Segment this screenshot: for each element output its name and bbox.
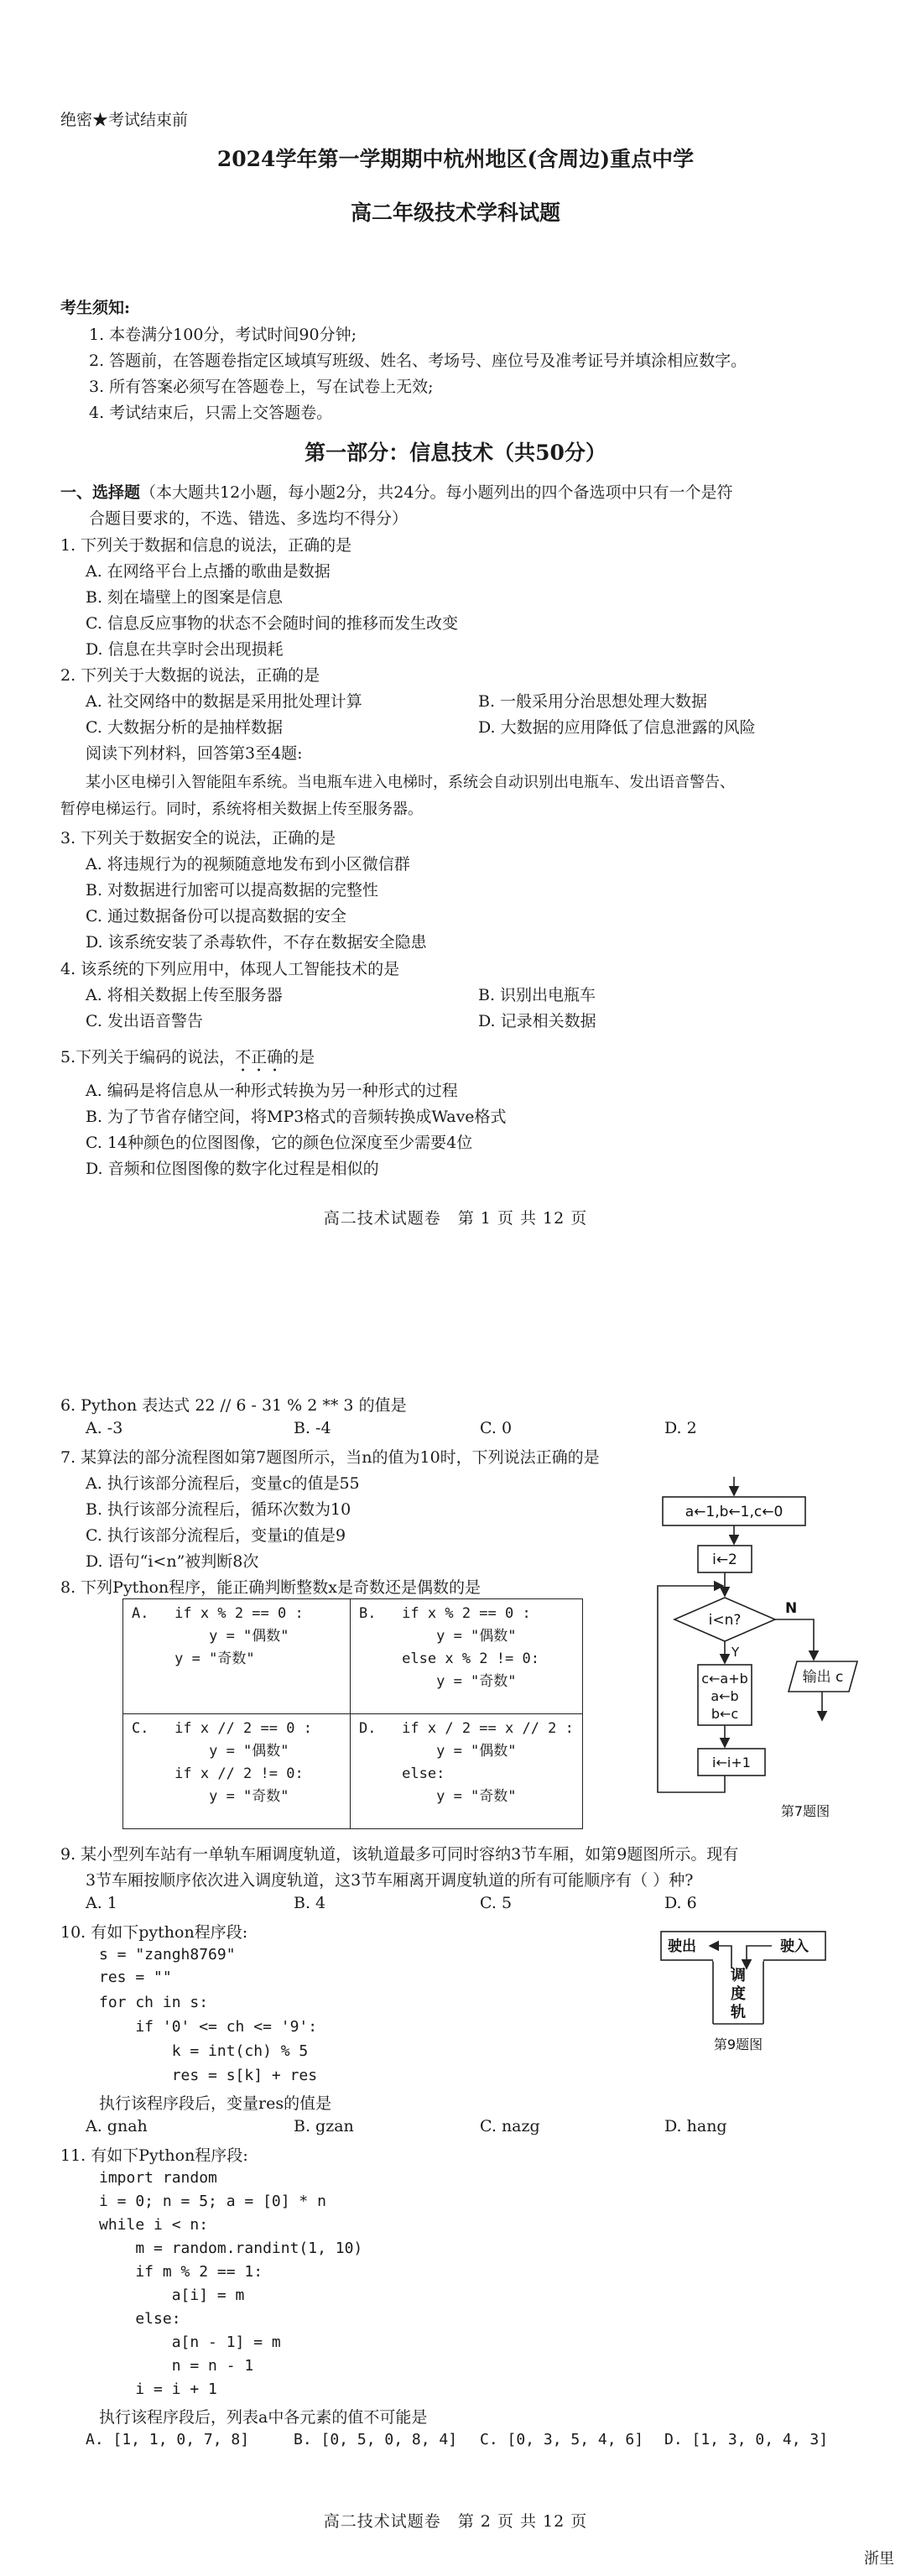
q4-option-b: B. 识别出电瓶车	[478, 986, 596, 1004]
flow-init: a←1,b←1,c←0	[685, 1504, 783, 1520]
figure-q9-track	[654, 1923, 839, 2057]
q4-stem: 4. 该系统的下列应用中，体现人工智能技术的是	[60, 960, 400, 978]
q9-stem-2: 3节车厢按顺序依次进入调度轨道，这3节车厢离开调度轨道的所有可能顺序有（ ）种?	[86, 1871, 694, 1890]
code-line: res = ""	[99, 1969, 172, 1986]
q5-stem-pre: 5.下列关于编码的说法，	[60, 1048, 236, 1066]
code-line: if m % 2 == 1:	[99, 2263, 263, 2281]
q1-option-b: B. 刻在墙壁上的图案是信息	[86, 588, 284, 607]
notice-item: 4. 考试结束后，只需上交答题卷。	[89, 404, 333, 422]
choice-section-header	[60, 480, 732, 503]
code-line: if x // 2 != 0:	[132, 1765, 304, 1782]
q3-option-b: B. 对数据进行加密可以提高数据的完整性	[86, 881, 379, 900]
flow-no-label: N	[785, 1600, 798, 1617]
q6-option-a: A. -3	[86, 1419, 123, 1437]
q8-option-b	[351, 1599, 583, 1714]
notice-item: 3. 所有答案必须写在答题卷上，写在试卷上无效;	[89, 378, 434, 396]
q6-option-d: D. 2	[664, 1419, 697, 1437]
q1-option-c: C. 信息反应事物的状态不会随时间的推移而发生改变	[86, 614, 458, 633]
choice-desc: （本大题共12小题，每小题2分，共24分。每小题列出的四个备选项中只有一个是符	[140, 483, 733, 502]
code-line: y = "偶数"	[359, 1743, 517, 1760]
q7-option-a: A. 执行该部分流程后，变量c的值是55	[86, 1474, 360, 1493]
code-line: D. if x / 2 == x // 2 :	[359, 1720, 574, 1737]
code-line: C. if x // 2 == 0 :	[132, 1720, 312, 1737]
q3-stem: 3. 下列关于数据安全的说法，正确的是	[60, 829, 336, 847]
q10-option-d: D. hang	[664, 2117, 727, 2135]
q5-option-d: D. 音频和位图图像的数字化过程是相似的	[86, 1160, 379, 1178]
code-line: i = i + 1	[99, 2380, 217, 2398]
q5-stem-post: 的是	[283, 1048, 315, 1066]
q11-option-c: C. [0, 3, 5, 4, 6]	[480, 2431, 644, 2448]
q8-stem: 8. 下列Python程序，能正确判断整数x是奇数还是偶数的是	[60, 1578, 481, 1597]
code-line: a[n - 1] = m	[99, 2334, 281, 2351]
code-line: A. if x % 2 == 0 :	[132, 1605, 304, 1622]
fig9-in-label: 驶入	[780, 1938, 809, 1955]
q9-option-d: D. 6	[664, 1894, 697, 1912]
q8-option-c	[123, 1714, 351, 1829]
flow-body-2: a←b	[711, 1688, 739, 1704]
q11-stem: 11. 有如下Python程序段:	[60, 2146, 248, 2165]
code-line: B. if x % 2 == 0 :	[359, 1605, 531, 1622]
secret-label: 绝密★考试结束前	[60, 111, 189, 129]
exam-subtitle: 高二年级技术学科试题	[350, 201, 560, 225]
q2-option-c: C. 大数据分析的是抽样数据	[86, 718, 283, 737]
q11-option-b: B. [0, 5, 0, 8, 4]	[294, 2431, 458, 2448]
code-line: for ch in s:	[99, 1994, 209, 2011]
code-line: res = s[k] + res	[99, 2067, 318, 2084]
choice-title: 一、选择题	[60, 483, 141, 502]
q5-option-a: A. 编码是将信息从一种形式转换为另一种形式的过程	[86, 1082, 458, 1100]
code-line: s = "zangh8769"	[99, 1946, 236, 1963]
fig9-out-label: 驶出	[668, 1938, 696, 1955]
q4-option-c: C. 发出语音警告	[86, 1012, 203, 1030]
q9-stem-1: 9. 某小型列车站有一单轨车厢调度轨道，该轨道最多可同时容纳3节车厢，如第9题图所示。现有	[60, 1845, 739, 1864]
code-line: n = n - 1	[99, 2357, 254, 2375]
exam-title: 2024学年第一学期期中杭州地区(含周边)重点中学	[216, 147, 695, 171]
code-line: else:	[99, 2310, 181, 2328]
q1-option-d: D. 信息在共享时会出现损耗	[86, 640, 284, 659]
flow-increment: i←i+1	[712, 1755, 751, 1770]
flow-caption: 第7题图	[780, 1803, 830, 1819]
part1-title: 第一部分：信息技术（共50分）	[305, 441, 606, 465]
page-footer: 高二技术试题卷 第 1 页 共 12 页	[323, 1209, 588, 1228]
q10-option-c: C. nazg	[480, 2117, 540, 2135]
corner-watermark: 浙里	[864, 2550, 894, 2568]
code-line: m = random.randint(1, 10)	[99, 2240, 363, 2257]
q5-option-c: C. 14种颜色的位图图像，它的颜色位深度至少需要4位	[86, 1134, 473, 1152]
page-footer: 高二技术试题卷 第 2 页 共 12 页	[323, 2512, 588, 2531]
code-line: while i < n:	[99, 2216, 209, 2234]
q10-option-a: A. gnah	[86, 2117, 148, 2135]
q10-stem: 10. 有如下python程序段:	[60, 1923, 248, 1942]
notice-item: 2. 答题前，在答题卷指定区域填写班级、姓名、考场号、座位号及准考证号并填涂相应数字。	[89, 352, 747, 370]
q7-option-b: B. 执行该部分流程后，循环次数为10	[86, 1500, 351, 1519]
q5-stem	[60, 1045, 315, 1076]
code-line: import random	[99, 2169, 217, 2187]
flowchart-q7	[646, 1477, 872, 1838]
material-text: 暂停电梯运行。同时，系统将相关数据上传至服务器。	[60, 800, 423, 818]
choice-desc-2: 合题目要求的，不选、错选、多选均不得分）	[89, 509, 409, 528]
q10-after: 执行该程序段后，变量res的值是	[99, 2094, 332, 2113]
notice-heading: 考生须知:	[60, 299, 131, 317]
q3-option-a: A. 将违规行为的视频随意地发布到小区微信群	[86, 855, 410, 873]
q6-option-c: C. 0	[480, 1419, 513, 1437]
flow-condition: i<n?	[708, 1612, 742, 1629]
q10-option-b: B. gzan	[294, 2117, 354, 2135]
code-line: i = 0; n = 5; a = [0] * n	[99, 2193, 326, 2210]
fig9-track-char: 度	[731, 1985, 746, 2003]
fig9-track-char: 轨	[731, 2004, 746, 2021]
q1-option-a: A. 在网络平台上点播的歌曲是数据	[86, 562, 331, 581]
flow-body-3: b←c	[711, 1706, 739, 1722]
flow-output: 输出 c	[802, 1669, 844, 1686]
code-line: y = "偶数"	[359, 1628, 517, 1645]
q2-option-d: D. 大数据的应用降低了信息泄露的风险	[478, 718, 756, 737]
q6-stem: 6. Python 表达式 22 // 6 - 31 % 2 ** 3 的值是	[60, 1396, 407, 1415]
code-line: a[i] = m	[99, 2287, 245, 2304]
code-line: y = "奇数"	[359, 1788, 517, 1805]
material-text: 某小区电梯引入智能阻车系统。当电瓶车进入电梯时，系统会自动识别出电瓶车、发出语音警告、	[86, 774, 735, 791]
q7-stem: 7. 某算法的部分流程图如第7题图所示，当n的值为10时，下列说法正确的是	[60, 1448, 600, 1467]
flow-yes-label: Y	[731, 1645, 740, 1660]
code-line: k = int(ch) % 5	[99, 2042, 309, 2060]
q5-stem-emphasis: 不正确	[235, 1048, 284, 1066]
q2-option-a: A. 社交网络中的数据是采用批处理计算	[86, 692, 362, 711]
q2-stem: 2. 下列关于大数据的说法，正确的是	[60, 666, 320, 685]
code-line: else x % 2 != 0:	[359, 1650, 539, 1667]
q1-stem: 1. 下列关于数据和信息的说法，正确的是	[60, 536, 352, 555]
q7-option-d: D. 语句“i<n”被判断8次	[86, 1552, 259, 1571]
q8-options-table	[122, 1598, 583, 1829]
code-line: y = "偶数"	[132, 1628, 289, 1645]
q4-option-a: A. 将相关数据上传至服务器	[86, 986, 283, 1004]
notice-item: 1. 本卷满分100分，考试时间90分钟;	[89, 326, 357, 344]
q8-option-d	[351, 1714, 583, 1829]
code-line: y = "奇数"	[132, 1650, 255, 1667]
fig9-track-char: 调	[731, 1967, 746, 1984]
flow-body-1: c←a+b	[701, 1671, 748, 1687]
q11-after: 执行该程序段后，列表a中各元素的值不可能是	[99, 2408, 428, 2427]
code-line: y = "奇数"	[132, 1788, 289, 1805]
code-line: y = "偶数"	[132, 1743, 289, 1760]
q5-option-b: B. 为了节省存储空间，将MP3格式的音频转换成Wave格式	[86, 1108, 507, 1126]
code-line: y = "奇数"	[359, 1673, 517, 1690]
q9-option-b: B. 4	[294, 1894, 326, 1912]
fig9-caption: 第9题图	[713, 2036, 763, 2052]
q8-option-a	[123, 1599, 351, 1714]
q7-option-c: C. 执行该部分流程后，变量i的值是9	[86, 1526, 346, 1545]
q4-option-d: D. 记录相关数据	[478, 1012, 596, 1030]
q2-option-b: B. 一般采用分治思想处理大数据	[478, 692, 708, 711]
q11-option-d: D. [1, 3, 0, 4, 3]	[664, 2431, 829, 2448]
q3-option-c: C. 通过数据备份可以提高数据的安全	[86, 907, 346, 926]
code-line: else:	[359, 1765, 445, 1782]
material-intro: 阅读下列材料，回答第3至4题:	[86, 744, 303, 763]
flow-set-i: i←2	[712, 1551, 737, 1568]
q9-option-c: C. 5	[480, 1894, 513, 1912]
q9-option-a: A. 1	[86, 1894, 117, 1912]
q6-option-b: B. -4	[294, 1419, 331, 1437]
q3-option-d: D. 该系统安装了杀毒软件，不存在数据安全隐患	[86, 933, 427, 952]
code-line: if '0' <= ch <= '9':	[99, 2018, 318, 2036]
q11-option-a: A. [1, 1, 0, 7, 8]	[86, 2431, 250, 2448]
